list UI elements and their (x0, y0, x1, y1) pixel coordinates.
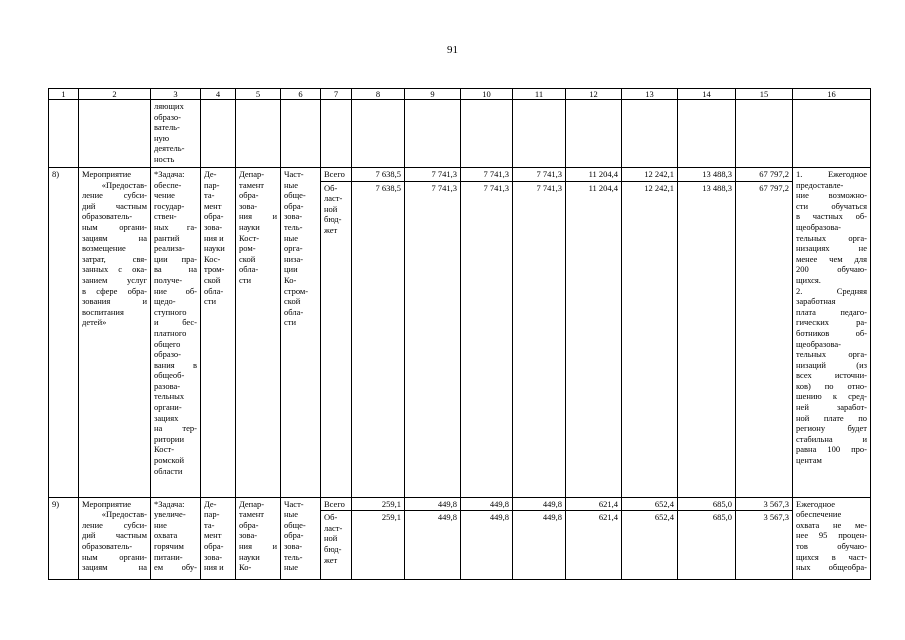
cell-line: Ко- (284, 274, 297, 285)
cell-line: ской (284, 296, 301, 307)
cell-line: ную (154, 132, 170, 143)
column-header: 6 (281, 89, 321, 100)
cell-line: охвата не ме- (796, 519, 867, 530)
cell-line: Кос- (204, 253, 221, 264)
cell-line: образо- (154, 349, 181, 360)
result-cell (793, 497, 871, 580)
continuation-row (49, 100, 871, 168)
value-cell: 449,8 (461, 511, 513, 580)
cell-line: щеобразова- (796, 221, 841, 232)
program-table (48, 88, 871, 580)
cell-line: 1. Ежегодное (796, 169, 867, 179)
source-cell (321, 181, 352, 497)
task-cell (151, 497, 201, 580)
cell-line: зациям на (82, 562, 147, 573)
cell-line: ромской (154, 455, 184, 466)
value-cell: 449,8 (461, 497, 513, 511)
table-cell (405, 100, 461, 168)
cell-line: обще- (284, 519, 306, 530)
result-cell (793, 168, 871, 498)
cell-line: Кост- (239, 232, 260, 243)
cell-line: ление субси- (82, 519, 147, 530)
cell-line: ным органи- (82, 221, 147, 232)
value-cell: 449,8 (513, 497, 566, 511)
column-header: 7 (321, 89, 352, 100)
cell-line: орга- (284, 243, 303, 254)
cell-line: низа- (284, 253, 304, 264)
cell-line: сти (284, 317, 297, 328)
cell-line: охвата (154, 530, 178, 541)
cell-line: зова- (284, 211, 303, 222)
cell-line: ступного (154, 306, 187, 317)
cell-line: гических ра- (796, 317, 867, 328)
cell-line: Де- (204, 498, 217, 509)
cell-line: равна 100 про- (796, 444, 867, 455)
cell-line: ным органи- (82, 551, 147, 562)
column-header: 4 (201, 89, 236, 100)
cell-line: чение (154, 190, 175, 201)
cell-line: предоставле- (796, 179, 844, 190)
cell-line: сти (239, 274, 252, 285)
value-cell: 685,0 (678, 497, 736, 511)
cell-line: ствен- (154, 211, 177, 222)
cell-line: ласт- (324, 193, 343, 204)
cell-line: обра- (239, 519, 259, 530)
cell-line: ные (284, 179, 299, 190)
cell-line: ритории (154, 433, 184, 444)
cell-line: ные (284, 232, 299, 243)
cell-line: менее чем для (796, 253, 867, 264)
cell-line: ность (154, 153, 175, 164)
column-header: 16 (793, 89, 871, 100)
cell-line: ской (204, 274, 221, 285)
cell-line: ния и (239, 540, 277, 551)
cell-line: жет (324, 224, 338, 235)
cell-line: тром- (204, 264, 225, 275)
cell-line: тель- (284, 221, 303, 232)
cell-line: обра- (239, 190, 259, 201)
cell-line: органи- (154, 402, 182, 413)
cell-line: ных га- (154, 221, 197, 232)
cell-line: Ко- (239, 562, 252, 573)
cell-line: зова- (204, 221, 223, 232)
cell-line: низаций (из (796, 359, 867, 370)
value-cell: 7 638,5 (352, 181, 405, 497)
cell-line: науки (239, 551, 260, 562)
page-number: 91 (447, 44, 458, 56)
cell-line: Част- (284, 498, 304, 509)
executor-cell (201, 497, 236, 580)
value-cell: 652,4 (622, 497, 678, 511)
value-cell: 11 204,4 (566, 168, 622, 182)
table-cell (79, 100, 151, 168)
column-header: 14 (678, 89, 736, 100)
cell-line: та- (204, 190, 215, 201)
cell-line: ласт- (324, 522, 343, 533)
cell-line: сти обучаться (796, 200, 867, 211)
cell-line: обра- (284, 200, 304, 211)
cell-line: реализа- (154, 243, 185, 254)
column-header: 15 (736, 89, 793, 100)
column-header: 3 (151, 89, 201, 100)
source-cell: Всего (321, 168, 352, 182)
cell-line: обра- (204, 540, 224, 551)
cell-line: обра- (284, 530, 304, 541)
column-header: 11 (513, 89, 566, 100)
cell-line: в частных об- (796, 211, 867, 222)
table-cell (736, 100, 793, 168)
value-cell: 652,4 (622, 511, 678, 580)
cell-line: тельных (154, 391, 185, 402)
cell-line: рантий (154, 232, 180, 243)
cell-line: затрат, свя- (82, 253, 147, 264)
cell-line: центам (796, 455, 822, 466)
cell-line: ние об- (154, 285, 197, 296)
executor-cell (201, 168, 236, 498)
cell-line: Об- (324, 182, 338, 193)
cell-line: ной плате по (796, 412, 867, 423)
value-cell: 7 741,3 (461, 181, 513, 497)
cell-line: занных с ока- (82, 264, 147, 275)
cell-line: ные (284, 509, 299, 520)
cell-line: науки (204, 243, 225, 254)
cell-line: «Предостав- (101, 179, 147, 190)
cell-line: жет (324, 554, 338, 565)
value-cell: 685,0 (678, 511, 736, 580)
value-cell: 13 488,3 (678, 181, 736, 497)
cell-line: дий частным (82, 530, 147, 541)
value-cell: 449,8 (405, 497, 461, 511)
cell-line: Мероприятие (82, 498, 132, 509)
cell-line: Кост- (154, 444, 175, 455)
cell-line: региону будет (796, 423, 867, 434)
cell-line: науки (239, 221, 260, 232)
cell-line: *Задача: (154, 498, 185, 509)
column-header: 12 (566, 89, 622, 100)
cell-line: ния и (204, 232, 224, 243)
cell-line: ков) по отно- (796, 380, 867, 391)
value-cell: 12 242,1 (622, 181, 678, 497)
cell-line: зова- (284, 540, 303, 551)
cell-line: обще- (284, 190, 306, 201)
cell-line: бюд- (324, 214, 342, 225)
cell-line: деятель- (154, 143, 185, 154)
table-cell (281, 100, 321, 168)
cell-line: та- (204, 519, 215, 530)
cell-line: ние возможно- (796, 190, 867, 201)
cell-line: бюд- (324, 543, 342, 554)
cell-line: обра- (204, 211, 224, 222)
cell-line: получе- (154, 274, 183, 285)
value-cell: 7 741,3 (513, 181, 566, 497)
cell-line: тамент (239, 509, 265, 520)
recipient-cell (281, 497, 321, 580)
cell-line: возмещение (82, 243, 126, 254)
cell-line: разова- (154, 380, 181, 391)
cell-line: платного (154, 327, 187, 338)
cell-line: ные (284, 562, 299, 573)
cell-line: обеспечение (796, 509, 842, 520)
cell-line: обла- (284, 306, 304, 317)
cell-line: 200 обучаю- (796, 264, 867, 275)
cell-line: ва на (154, 264, 197, 275)
cell-line: детей» (82, 317, 107, 328)
column-header: 1 (49, 89, 79, 100)
cell-line: ватель- (154, 122, 180, 133)
cell-line: занием услуг (82, 274, 147, 285)
cell-line: ской (239, 253, 256, 264)
cell-line: увеличе- (154, 509, 186, 520)
cell-line: щеобразова- (796, 338, 841, 349)
cell-line: ных общеобра- (796, 562, 867, 573)
cell-line: зациях (154, 412, 179, 423)
source-cell: Всего (321, 497, 352, 511)
cell-line: тамент (239, 179, 265, 190)
value-cell: 7 741,3 (461, 168, 513, 182)
cell-line: зациям на (82, 232, 147, 243)
cell-line: ление субси- (82, 190, 147, 201)
table-cell (49, 100, 79, 168)
cell-line: пар- (204, 179, 220, 190)
cell-line: ции пра- (154, 253, 197, 264)
cell-line: тельных орга- (796, 232, 867, 243)
cell-line: образователь- (82, 540, 133, 551)
cell-line: заработная (796, 296, 836, 307)
cell-line: ботников об- (796, 327, 867, 338)
task-cell (151, 168, 201, 498)
value-cell: 621,4 (566, 497, 622, 511)
cell-line: щихся. (796, 274, 821, 285)
source-cell (321, 511, 352, 580)
value-cell: 449,8 (513, 511, 566, 580)
value-cell: 7 638,5 (352, 168, 405, 182)
cell-line: Депар- (239, 498, 265, 509)
cell-line: шению к сред- (796, 391, 867, 402)
cell-line: обла- (204, 285, 224, 296)
value-cell: 259,1 (352, 511, 405, 580)
value-cell: 67 797,2 (736, 168, 793, 182)
value-cell: 3 567,3 (736, 511, 793, 580)
table-cell (352, 100, 405, 168)
table-cell (151, 100, 201, 168)
cell-line: стабильна и (796, 433, 867, 444)
cell-line: образо- (154, 111, 181, 122)
column-header: 8 (352, 89, 405, 100)
table-cell (513, 100, 566, 168)
table-cell (201, 100, 236, 168)
cell-line: Депар- (239, 169, 265, 179)
activity-cell (79, 497, 151, 580)
cell-line: Де- (204, 169, 217, 179)
table-row (49, 497, 871, 511)
column-header: 9 (405, 89, 461, 100)
cell-line: тель- (284, 551, 303, 562)
value-cell: 7 741,3 (513, 168, 566, 182)
cell-line: ния и (204, 562, 224, 573)
cell-line: стром- (284, 285, 309, 296)
cell-line: питани- (154, 551, 183, 562)
column-header: 13 (622, 89, 678, 100)
cell-line: Мероприятие (82, 169, 132, 179)
value-cell: 67 797,2 (736, 181, 793, 497)
value-cell: 449,8 (405, 511, 461, 580)
table-cell (678, 100, 736, 168)
cell-line: общеоб- (154, 370, 185, 381)
cell-line: 2. Средняя (796, 285, 867, 296)
cell-line: ния и (239, 211, 277, 222)
table-cell (236, 100, 281, 168)
cell-line: «Предостав- (101, 509, 147, 520)
cell-line: ней заработ- (796, 402, 867, 413)
cell-line: ции (284, 264, 298, 275)
table-cell (622, 100, 678, 168)
cell-line: *Задача: (154, 169, 185, 179)
table-cell (461, 100, 513, 168)
value-cell: 621,4 (566, 511, 622, 580)
table-row (49, 168, 871, 182)
cell-line: зова- (204, 551, 223, 562)
cell-line: в сфере обра- (82, 285, 147, 296)
cell-line: пар- (204, 509, 220, 520)
cell-line: обеспе- (154, 179, 182, 190)
column-header: 2 (79, 89, 151, 100)
cell-line: плата педаго- (796, 306, 867, 317)
cell-line: ром- (239, 243, 256, 254)
cell-line: зова- (239, 200, 258, 211)
cell-line: мент (204, 530, 222, 541)
cell-line: щихся в част- (796, 551, 867, 562)
cell-line: вания в (154, 359, 197, 370)
cell-line: и бес- (154, 317, 197, 328)
recipient-cell (281, 168, 321, 498)
cell-line: низациях не (796, 243, 867, 254)
cell-line: ной (324, 203, 338, 214)
cell-line: зова- (239, 530, 258, 541)
cell-line: ной (324, 533, 338, 544)
row-number: 8) (49, 168, 79, 498)
cell-line: области (154, 465, 183, 476)
value-cell: 12 242,1 (622, 168, 678, 182)
cell-line: на тер- (154, 423, 197, 434)
cell-line: общего (154, 338, 181, 349)
cell-line: тельных орга- (796, 349, 867, 360)
table-cell (321, 100, 352, 168)
cell-line: государ- (154, 200, 185, 211)
cell-line: сти (204, 296, 217, 307)
cell-line: Част- (284, 169, 304, 179)
value-cell: 259,1 (352, 497, 405, 511)
cell-line: дий частным (82, 200, 147, 211)
cell-line: обла- (239, 264, 259, 275)
table-cell (793, 100, 871, 168)
cell-line: нее 95 процен- (796, 530, 867, 541)
cell-line: Об- (324, 512, 338, 523)
cell-line: воспитания (82, 306, 124, 317)
value-cell: 11 204,4 (566, 181, 622, 497)
cell-line: мент (204, 200, 222, 211)
cell-line: горячим (154, 540, 184, 551)
cell-line: ние (154, 519, 167, 530)
header-row (49, 89, 871, 100)
value-cell: 7 741,3 (405, 181, 461, 497)
cell-line: зования и (82, 296, 147, 307)
coexecutor-cell (236, 497, 281, 580)
activity-cell (79, 168, 151, 498)
table-cell (566, 100, 622, 168)
column-header: 10 (461, 89, 513, 100)
row-number: 9) (49, 497, 79, 580)
cell-line: Ежегодное (796, 498, 836, 509)
cell-line: ляющих (154, 101, 184, 111)
value-cell: 7 741,3 (405, 168, 461, 182)
column-header: 5 (236, 89, 281, 100)
cell-line: щедо- (154, 296, 176, 307)
value-cell: 3 567,3 (736, 497, 793, 511)
cell-line: образователь- (82, 211, 133, 222)
cell-line: тов обучаю- (796, 540, 867, 551)
cell-line: ем обу- (154, 562, 197, 573)
cell-line: всех источни- (796, 370, 867, 381)
coexecutor-cell (236, 168, 281, 498)
value-cell: 13 488,3 (678, 168, 736, 182)
